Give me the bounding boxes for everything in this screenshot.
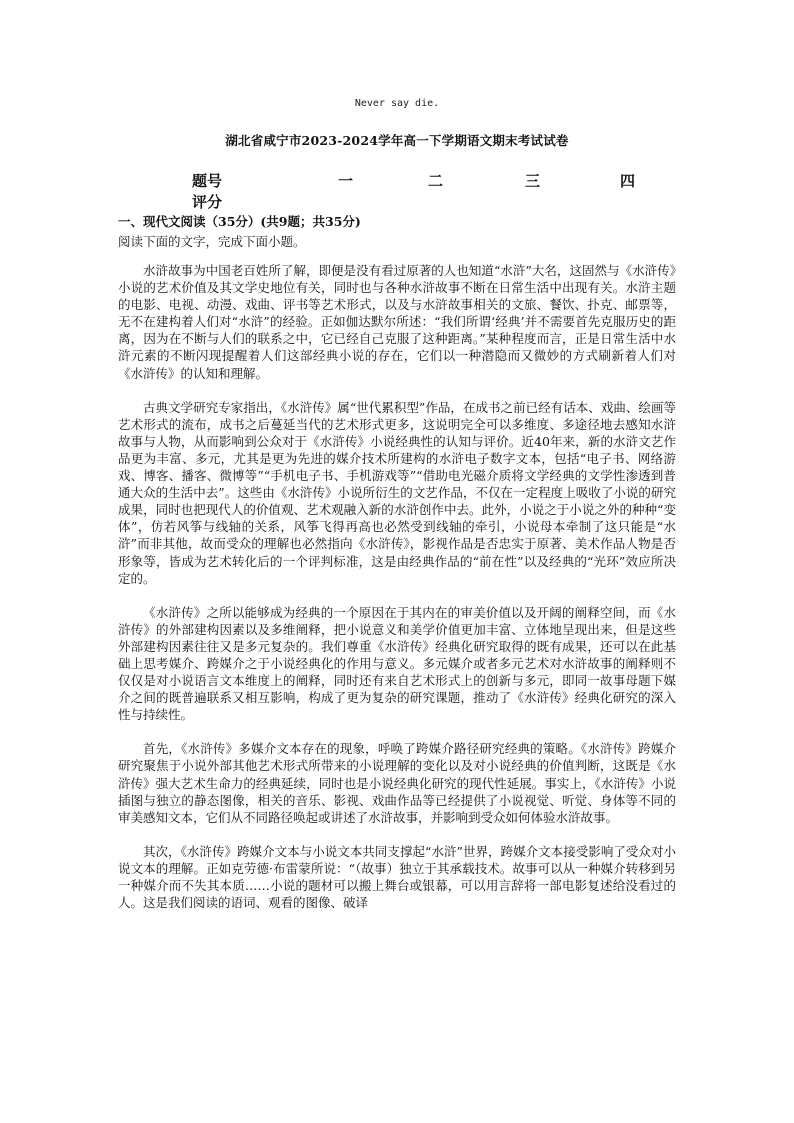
score-row-label: 题号 bbox=[192, 172, 223, 190]
passage-paragraph: 水浒故事为中国老百姓所了解，即便是没有看过原著的人也知道“水浒”大名，这固然与《水浒传》小说的艺术价值及其文学史地位有关，同时也与各种水浒故事不断在日常生活中出现有关。水浒主题的电影、电视、动漫、戏曲、评书等艺术形式，以及与水浒故事相关的文旅、餐饮、扑克、邮票等，无不在建构着人们对“水浒”的经验。正如伽达默尔所述：“我们所谓‘经典’并不需要首先克服历史的距离，因为在不断与人们的联系之中，它已经自己克服了这种距离。”某种程度而言，正是日常生活中水浒元素的不断闪现提醒着人们这部经典小说的存在，它们以一种潜隐而又微妙的方式刷新着人们对《水浒传》的认知和理解。 bbox=[118, 263, 676, 381]
passage-paragraph: 《水浒传》之所以能够成为经典的一个原因在于其内在的审美价值以及开阔的阐释空间，而《水浒传》的外部建构因素以及多维阐释，把小说意义和美学价值更加丰富、立体地呈现出来，但是这些外部建构因素往往又是多元复杂的。我们尊重《水浒传》经典化研究取得的既有成果，还可以在此基础上思考媒介、跨媒介之于小说经典化的作用与意义。多元媒介或者多元艺术对水浒故事的阐释则不仅仅是对小说语言文本维度上的阐释，同时还有来自艺术形式上的创新与多元，即同一故事母题下媒介之间的既普遍联系又相互影响，构成了更为复杂的研究课题，推动了《水浒传》经典化研究的深入性与持续性。 bbox=[118, 604, 676, 723]
instruction-text: 阅读下面的文字，完成下面小题。 bbox=[118, 234, 306, 249]
passage-paragraph: 其次，《水浒传》跨媒介文本与小说文本共同支撑起“水浒”世界，跨媒介文本接受影响了受众对小说文本的理解。正如克劳德·布雷蒙所说：“（故事）独立于其承载技术。故事可以从一种媒介转移到另一种媒介而不失其本质……小说的题材可以搬上舞台或银幕，可以用言辞将一部电影复述给没看过的人。这是我们阅读的语词、观看的图像、破译 bbox=[118, 843, 676, 911]
score-label: 评分 bbox=[192, 193, 223, 211]
passage-paragraph: 首先，《水浒传》多媒介文本存在的现象，呼唤了跨媒介路径研究经典的策略。《水浒传》跨媒介研究聚焦于小说外部其他艺术形式所带来的小说理解的变化以及对小说经典的价值判断，这既是《水浒传》强大艺术生命力的经典延续，同时也是小说经典化研究的现代性延展。事实上，《水浒传》小说插图与独立的静态图像，相关的音乐、影视、戏曲作品等已经提供了小说视觉、听觉、身体等不同的审美感知文本，它们从不同路径唤起或讲述了水浒故事，并影响到受众如何体验水浒故事。 bbox=[118, 741, 676, 825]
document-title: 湖北省咸宁市2023-2024学年高一下学期语文期末考试试卷 bbox=[225, 133, 569, 148]
score-column-1: 一 bbox=[338, 172, 354, 190]
header-tagline: Never say die. bbox=[354, 98, 440, 109]
score-column-2: 二 bbox=[428, 172, 444, 190]
score-table-header bbox=[192, 170, 652, 190]
passage-paragraph: 古典文学研究专家指出，《水浒传》属“世代累积型”作品，在成书之前已经有话本、戏曲、绘画等艺术形式的流布，成书之后蔓延当代的艺术形式更多，这说明完全可以多维度、多途径地去感知水浒故事与人物，从而影响到公众对于《水浒传》小说经典性的认知与评价。近40年来，新的水浒文艺作品更为丰富、多元，尤其是更为先进的媒介技术所建构的水浒电子数字文本，包括“电子书、网络游戏、博客、播客、微博等”“手机电子书、手机游戏等”“借助电光磁介质将文学经典的文学性渗透到普通大众的生活中去”。这些由《水浒传》小说所衍生的文艺作品，不仅在一定程度上吸收了小说的研究成果，同时也把现代人的价值观、艺术观融入新的水浒创作中去。此外，小说之于小说之外的种种“变体”，仿若风筝与线轴的关系，风筝飞得再高也必然受到线轴的牵引，小说母本牵制了这只能是“水浒”而非其他，故而受众的理解也必然指向《水浒传》，影视作品是否忠实于原著、美术作品人物是否形象等，皆成为艺术转化后的一个评判标准，这是由经典作品的“前在性”以及经典的“光环”效应所决定的。 bbox=[118, 399, 676, 586]
score-column-3: 三 bbox=[525, 172, 541, 190]
section-heading: 一、现代文阅读（35分）(共9题；共35分) bbox=[118, 214, 361, 229]
score-column-4: 四 bbox=[620, 172, 636, 190]
reading-passage bbox=[118, 262, 676, 928]
